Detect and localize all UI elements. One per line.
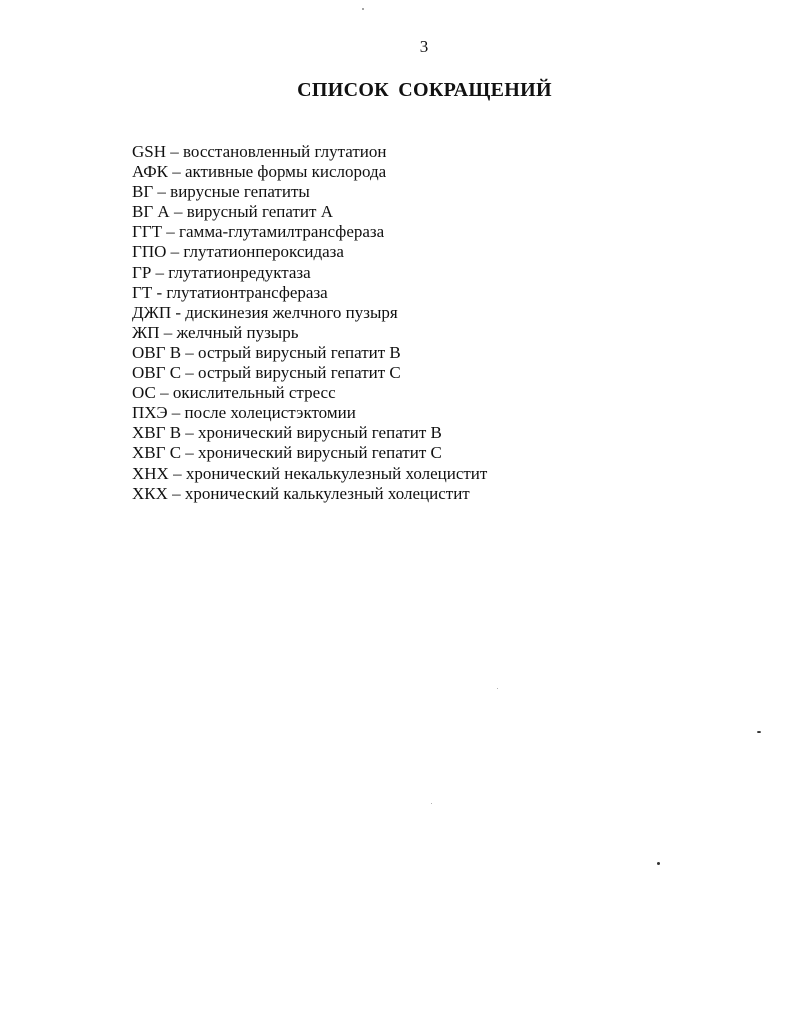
abbreviation-list [132, 142, 487, 504]
scan-speck [362, 8, 364, 10]
abbreviation-item: ВГ – вирусные гепатиты [132, 182, 310, 202]
abbreviation-item: ХВГ В – хронический вирусный гепатит В [132, 423, 442, 443]
scan-speck [757, 731, 761, 733]
abbreviation-item: АФК – активные формы кислорода [132, 162, 387, 182]
scan-speck [657, 862, 660, 865]
abbreviation-item: ЖП – желчный пузырь [132, 322, 299, 342]
abbreviation-item: ГПО – глутатионпероксидаза [132, 242, 344, 262]
abbreviation-item: ДЖП - дискинезия желчного пузыря [132, 302, 398, 322]
abbreviation-item: ХНХ – хронический некалькулезный холецистит [132, 463, 488, 483]
scan-speck [497, 688, 498, 689]
abbreviation-item: ОС – окислительный стресс [132, 383, 336, 403]
abbreviation-item: ГТ - глутатионтрансфераза [132, 282, 328, 302]
page-title: СПИСОК СОКРАЩЕНИЙ [297, 79, 552, 101]
abbreviation-item: ПХЭ – после холецистэктомии [132, 403, 356, 423]
scan-speck [431, 803, 432, 804]
abbreviation-item: ХВГ С – хронический вирусный гепатит С [132, 443, 442, 463]
abbreviation-item: ГР – глутатионредуктаза [132, 262, 311, 282]
abbreviation-item: ГГТ – гамма-глутамилтрансфераза [132, 222, 385, 242]
abbreviation-item: ОВГ В – острый вирусный гепатит В [132, 342, 401, 362]
abbreviation-item: ОВГ С – острый вирусный гепатит С [132, 363, 401, 383]
abbreviation-item: ВГ А – вирусный гепатит А [132, 202, 333, 222]
abbreviation-item: GSH – восстановленный глутатион [132, 142, 387, 161]
abbreviation-item: ХКХ – хронический калькулезный холецистит [132, 483, 470, 503]
page-number: 3 [419, 37, 429, 56]
